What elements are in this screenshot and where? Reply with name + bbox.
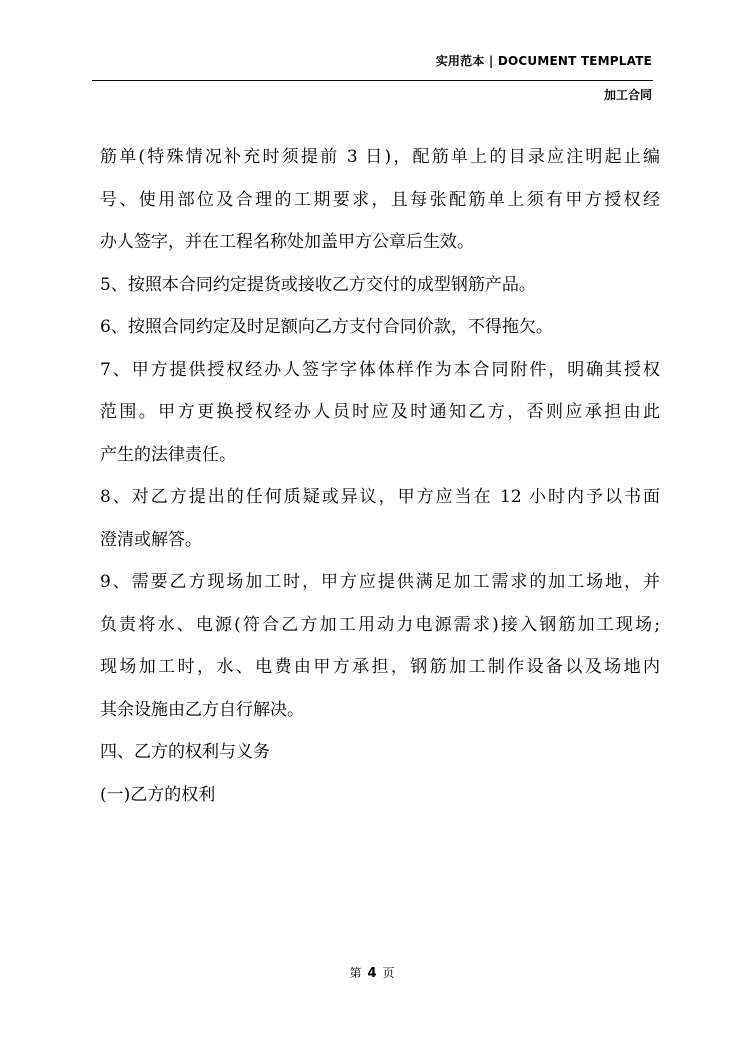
body-line: 8、对乙方提出的任何质疑或异议，甲方应当在 12 小时内予以书面 — [100, 487, 660, 507]
body-line: 产生的法律责任。 — [100, 444, 236, 465]
page-footer — [0, 964, 744, 981]
section-heading: 四、乙方的权利与义务 — [100, 742, 270, 762]
footer-suffix: 页 — [382, 966, 395, 980]
body-line: 号、使用部位及合理的工期要求，且每张配筋单上须有甲方授权经 — [100, 189, 660, 210]
header-divider — [92, 80, 653, 81]
body-line: 现场加工时，水、电费由甲方承担，钢筋加工制作设备以及场地内 — [100, 657, 660, 677]
body-line: 7、甲方提供授权经办人签字字体体样作为本合同附件，明确其授权 — [100, 359, 660, 380]
subsection-heading: (一)乙方的权利 — [100, 784, 216, 805]
header-subtitle: 加工合同 — [603, 88, 652, 102]
body-line: 负责将水、电源(符合乙方加工用动力电源需求)接入钢筋加工现场; — [100, 614, 660, 635]
body-line: 澄清或解答。 — [100, 529, 202, 550]
body-line: 办人签字，并在工程名称处加盖甲方公章后生效。 — [100, 232, 474, 252]
header-title: 实用范本 | DOCUMENT TEMPLATE — [435, 54, 652, 68]
body-line: 其余设施由乙方自行解决。 — [100, 699, 304, 720]
body-line: 范围。甲方更换授权经办人员时应及时通知乙方，否则应承担由此 — [100, 402, 660, 422]
body-line: 5、按照本合同约定提货或接收乙方交付的成型钢筋产品。 — [100, 274, 536, 295]
page-number: 4 — [367, 966, 377, 981]
body-line: 筋单(特殊情况补充时须提前 3 日)，配筋单上的目录应注明起止编 — [100, 147, 660, 167]
footer-prefix: 第 — [349, 966, 362, 980]
document-body — [100, 136, 660, 816]
body-line: 6、按照合同约定及时足额向乙方支付合同价款，不得拖欠。 — [100, 317, 553, 337]
body-line: 9、需要乙方现场加工时，甲方应提供满足加工需求的加工场地，并 — [100, 572, 660, 592]
